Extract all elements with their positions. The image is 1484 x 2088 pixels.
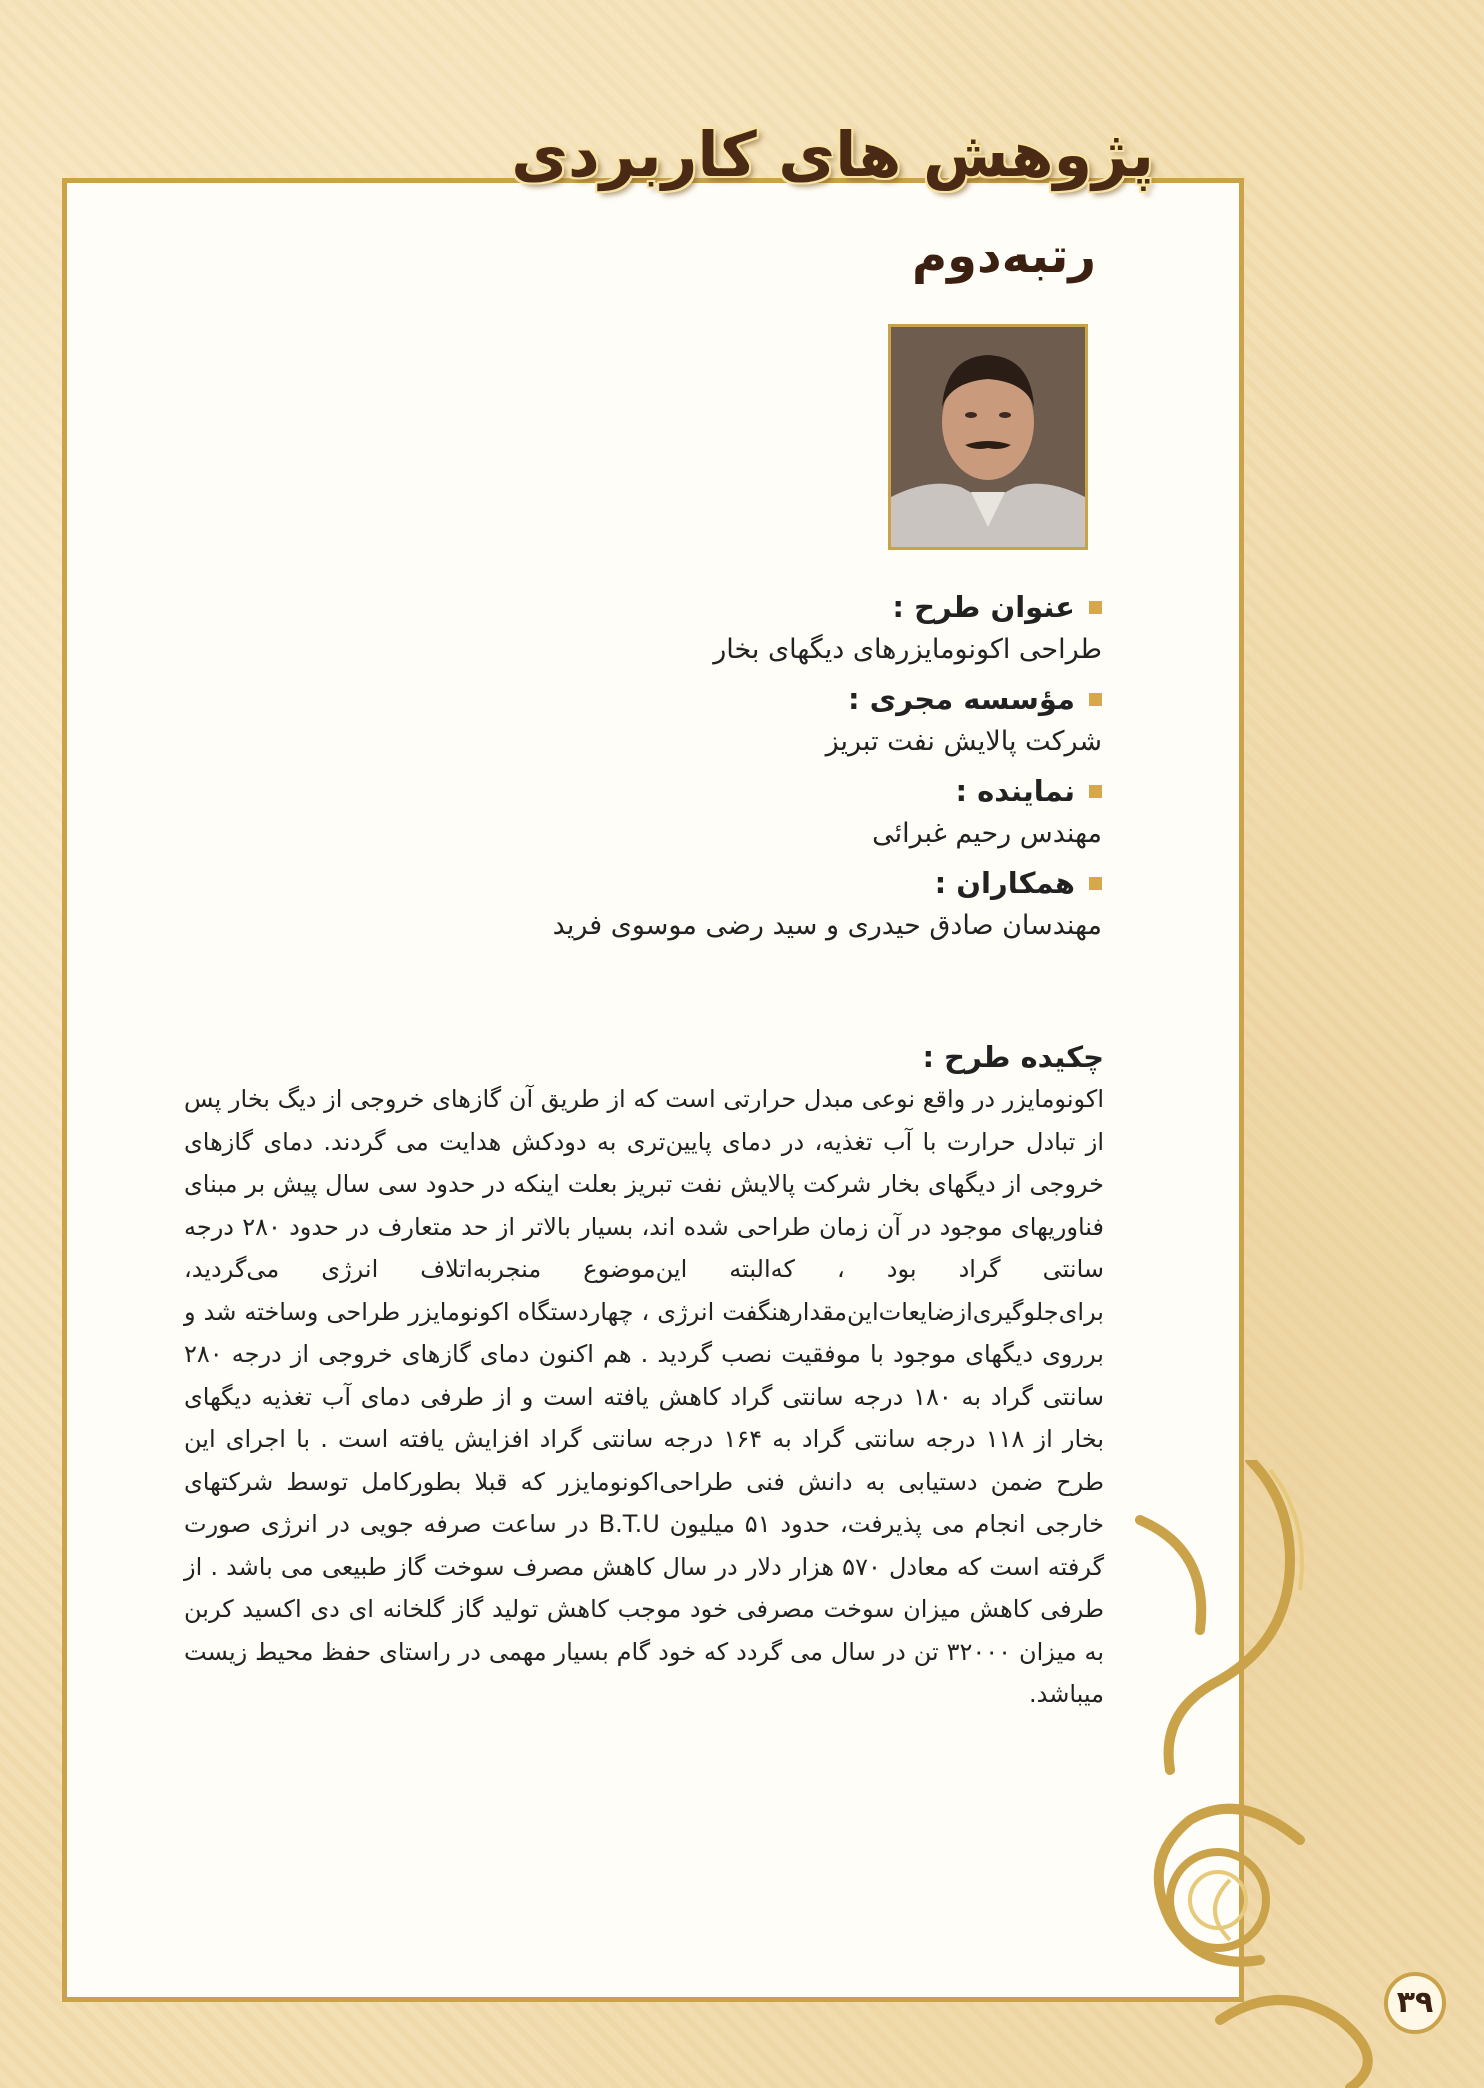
bullet-icon [1089,693,1102,706]
portrait-photo [888,324,1088,550]
info-item-representative [302,772,1102,858]
project-info [302,582,1102,950]
page-number: ۳۹ [1384,1972,1446,2034]
section-title: پژوهش های کاربردی [511,118,1154,191]
abstract-body: اکونومایزر در واقع نوعی مبدل حرارتی است که از طریق آن گازهای خروجی از دیگ بخار پس از تبادل حرارت با آب تغذیه، در دمای پایین‌تری به دودکش هدایت می گردند. دمای گازهای خروجی از دیگهای بخار شرکت پالایش نفت تبریز بعلت اینکه در حدود سی سال پیش بر مبنای فناوریهای موجود در آن زمان طراحی شده اند، بسیار بالاتر از حد متعارف در حدود ۲۸۰ درجه سانتی گراد بود ، که‌البته این‌موضوع منجربه‌اتلاف انرژی می‌گردید، برای‌جلوگیری‌از‌ضایعات‌این‌مقدار‌هنگفت انرژی ، چهاردستگاه اکونومایزر طراحی وساخته شد و برروی دیگهای موجود با موفقیت نصب گردید . هم اکنون دمای گازهای خروجی از درجه ۲۸۰ سانتی گراد به ۱۸۰ درجه سانتی گراد کاهش یافته است و از طرفی دمای آب تغذیه دیگهای بخار از ۱۱۸ درجه سانتی گراد به ۱۶۴ درجه سانتی گراد افزایش یافته است . با اجرای این طرح ضمن دستیابی به دانش فنی طراحی‌اکونومایزر که قبلا بطورکامل توسط شرکتهای خارجی انجام می پذیرفت، حدود ۵۱ میلیون B.T.U در ساعت صرفه جویی در انرژی صورت گرفته است که معادل ۵۷۰ هزار دلار در سال کاهش مصرف سوخت گاز طبیعی می باشد . از طرفی کاهش میزان سوخت مصرفی خود موجب کاهش تولید گاز گلخانه ای دی اکسید کربن به میزان ۳۲۰۰۰ تن در سال می گردد که خود گام بسیار مهمی در راستای حفظ محیط زیست میباشد. [184,1085,1105,1708]
bullet-icon [1089,877,1102,890]
field-label: مؤسسه مجری : [847,682,1075,716]
field-label: عنوان طرح : [892,590,1075,624]
abstract-title: چکیده طرح : [922,1040,1104,1074]
field-label: نماینده : [955,774,1075,808]
bullet-icon [1089,785,1102,798]
field-value: مهندس رحیم غبرائی [872,818,1102,849]
info-item-title [302,588,1102,674]
field-value: طراحی اکونومایزرهای دیگهای بخار [713,634,1102,665]
portrait-image [891,327,1085,547]
field-value: مهندسان صادق حیدری و سید رضی موسوی فرید [552,910,1102,941]
rank-label: رتبه‌دوم [911,228,1096,284]
bullet-icon [1089,601,1102,614]
info-item-institute [302,680,1102,766]
info-item-collaborators [302,864,1102,950]
abstract-section [184,1040,1104,1716]
field-label: همکاران : [934,866,1075,900]
field-value: شرکت پالایش نفت تبریز [825,726,1102,757]
